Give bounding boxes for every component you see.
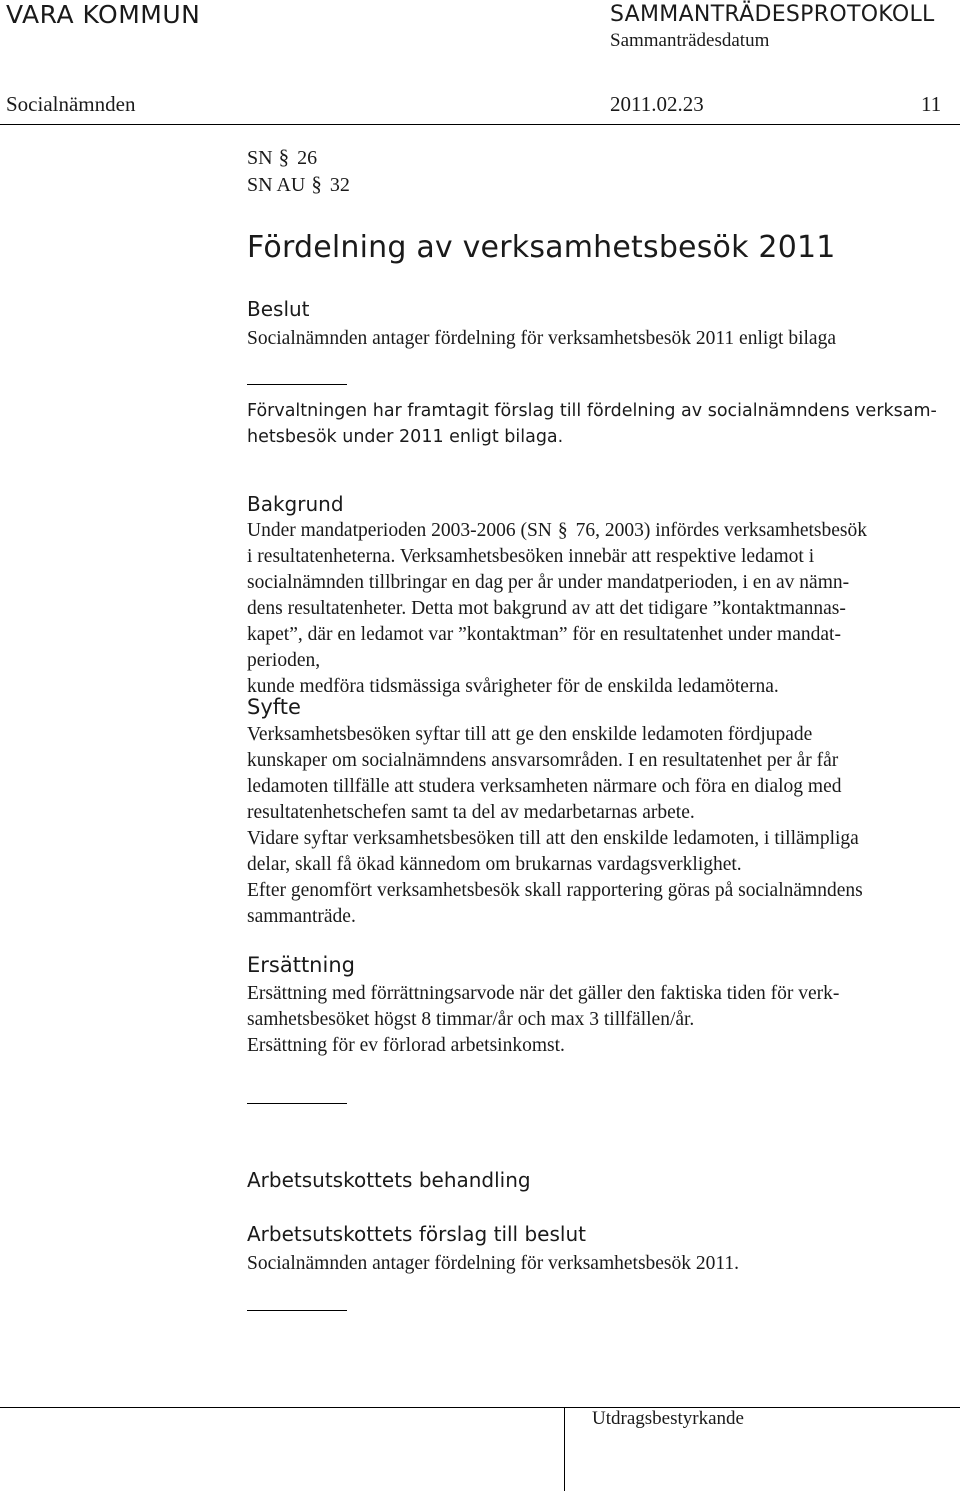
separator-rule [247, 1103, 347, 1104]
separator-rule [247, 1310, 347, 1311]
syfte-line: sammanträde. [247, 906, 356, 927]
footer-rule [0, 1407, 960, 1408]
syfte-line: resultatenhetschefen samt ta del av medarbetarnas arbete. [247, 802, 695, 823]
bakgrund-heading: Bakgrund [247, 492, 344, 516]
bakgrund-line: socialnämnden tillbringar en dag per år under mandatperioden, i en av nämn- [247, 572, 850, 593]
au-behandling-heading: Arbetsutskottets behandling [247, 1168, 531, 1192]
section-sign-icon: § [311, 172, 322, 196]
ersattning-line: samhetsbesöket högst 8 timmar/år och max 3 tillfällen/år. [247, 1009, 695, 1030]
syfte-line: ledamoten tillfälle att studera verksamheten närmare och föra en dialog med [247, 776, 842, 797]
bakgrund-line: kunde medföra tidsmässiga svårigheter för de enskilda ledamöterna. [247, 676, 779, 697]
syfte-line: delar, skall få ökad kännedom om brukarnas vardagsverklighet. [247, 854, 742, 875]
bakgrund-line: dens resultatenheter. Detta mot bakgrund av att det tidigare ”kontaktmannas- [247, 598, 846, 619]
syfte-line: Verksamhetsbesöken syftar till att ge den enskilde ledamoten fördjupade [247, 724, 813, 745]
committee-name: Socialnämnden [6, 92, 136, 116]
forvaltning-line: hetsbesök under 2011 enligt bilaga. [247, 427, 564, 447]
separator-rule [247, 384, 347, 385]
forvaltning-paragraph [247, 398, 947, 450]
paragraph-ref-sn-au [247, 172, 350, 197]
ref-number: 26 [297, 147, 318, 169]
bakgrund-line-part: Under mandatperioden 2003-2006 (SN [247, 520, 552, 541]
ref-prefix: SN AU [247, 174, 306, 196]
section-sign-icon: § [557, 520, 568, 541]
bakgrund-line: i resultatenheterna. Verksamhetsbesöken innebär att respektive ledamot i [247, 546, 815, 567]
page-number: 11 [921, 92, 942, 116]
ersattning-line: Ersättning med förrättningsarvode när det gäller den faktiska tiden för verk- [247, 983, 840, 1004]
syfte-heading: Syfte [247, 695, 301, 719]
ref-prefix: SN [247, 147, 273, 169]
bakgrund-line: kapet”, där en ledamot var ”kontaktman” för en resultatenhet under mandat- [247, 624, 841, 645]
page-title: Fördelning av verksamhetsbesök 2011 [247, 230, 836, 265]
extract-certification-label: Utdragsbestyrkande [592, 1408, 744, 1429]
header-rule [0, 124, 960, 125]
meeting-date: 2011.02.23 [610, 92, 704, 116]
au-forslag-heading: Arbetsutskottets förslag till beslut [247, 1222, 586, 1246]
document-type: SAMMANTRÄDESPROTOKOLL [610, 2, 935, 27]
syfte-line: Vidare syftar verksamhetsbesöken till att den enskilde ledamoten, i tillämpliga [247, 828, 859, 849]
au-forslag-text: Socialnämnden antager fördelning för verksamhetsbesök 2011. [247, 1253, 740, 1274]
forvaltning-line: Förvaltningen har framtagit förslag till fördelning av socialnämndens verksam- [247, 401, 937, 421]
bakgrund-line-part: 76, 2003) infördes verksamhetsbesök [575, 520, 867, 541]
meeting-date-label: Sammanträdesdatum [610, 30, 770, 51]
ersattning-heading: Ersättning [247, 953, 355, 977]
bakgrund-line [247, 518, 947, 544]
organization-name: VARA KOMMUN [6, 0, 201, 29]
ersattning-line: Ersättning för ev förlorad arbetsinkomst. [247, 1035, 565, 1056]
section-sign-icon: § [278, 145, 290, 169]
beslut-text: Socialnämnden antager fördelning för verksamhetsbesök 2011 enligt bilaga [247, 328, 836, 349]
ersattning-paragraph [247, 981, 947, 1059]
paragraph-ref-sn [247, 145, 317, 170]
bakgrund-paragraph [247, 492, 947, 700]
ref-number: 32 [329, 174, 350, 196]
syfte-line: Efter genomfört verksamhetsbesök skall rapportering göras på socialnämndens [247, 880, 863, 901]
footer-divider [564, 1407, 565, 1491]
bakgrund-line: perioden, [247, 650, 321, 671]
syfte-line: kunskaper om socialnämndens ansvarsområden. I en resultatenhet per år får [247, 750, 839, 771]
beslut-heading: Beslut [247, 297, 310, 321]
syfte-paragraph [247, 722, 947, 930]
